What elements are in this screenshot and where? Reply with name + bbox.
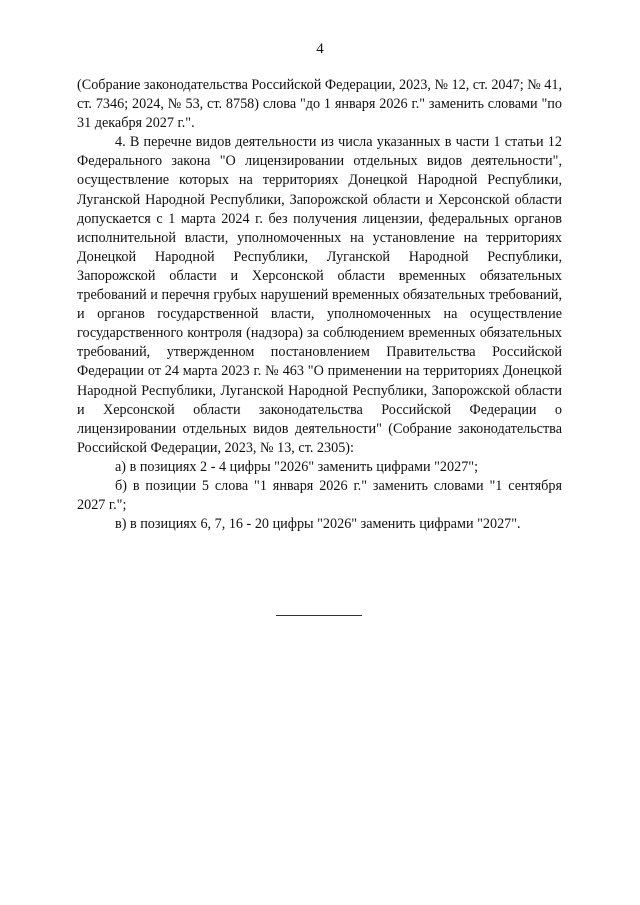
document-body [77, 76, 562, 534]
subitem-v: в) в позициях 6, 7, 16 - 20 цифры "2026" заменить цифрами "2027". [115, 516, 521, 533]
paragraph-item-4: 4. В перечне видов деятельности из числа указанных в части 1 статьи 12 Федерального закона "О лицензировании отдельных видов деятельности", осуществление которых на территориях Донецкой Народной Республики, Луганской Народной Республики, Запорожской области и Херсонской области допускается с 1 марта 2024 г. без получения лицензии, федеральных органов исполнительной власти, уполномоченных на установление на территориях Донецкой Народной Республики, Луганской Народной Республики, Запорожской области и Херсонской области временных обязательных требований и перечня грубых нарушений временных обязательных требований, и органов государственной власти, уполномоченных на осуществление государственного контроля (надзора) за соблюдением временных обязательных требований, утвержденном постановлением Правительства Российской Федерации от 24 марта 2023 г. № 463 "О применении на территориях Донецкой Народной Республики, Луганской Народной Республики, Запорожской области и Херсонской области законодательства Российской Федерации о лицензировании отдельных видов деятельности" (Собрание законодательства Российской Федерации, 2023, № 13, ст. 2305): [77, 134, 562, 456]
paragraph-continuation: (Собрание законодательства Российской Федерации, 2023, № 12, ст. 2047; № 41, ст. 7346; 2024, № 53, ст. 8758) слова "до 1 января 2026 г." заменить словами "по 31 декабря 2027 г.". [77, 77, 563, 132]
subitem-b: б) в позиции 5 слова "1 января 2026 г." заменить словами "1 сентября 2027 г."; [77, 477, 562, 514]
subitem-a: а) в позициях 2 - 4 цифры "2026" заменить цифрами "2027"; [115, 458, 479, 475]
closing-divider [276, 615, 362, 616]
page-number: 4 [316, 41, 324, 57]
